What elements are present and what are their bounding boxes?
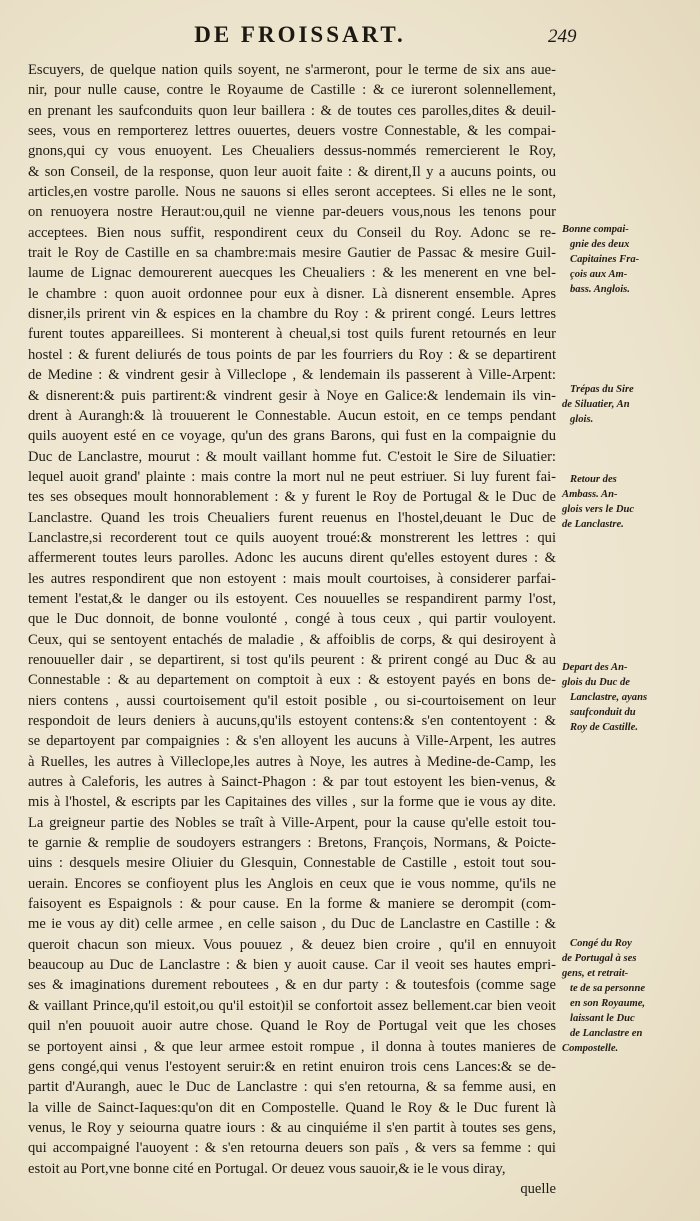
margin-note-retour [562,472,690,532]
text-line: uins : desquels mesire Oliuier du Glesquin, Connestable de Castille , estoit tout sou- [28,855,556,872]
page-number: 249 [548,26,577,47]
margin-note-line: de Siluatier, An [562,399,630,410]
margin-note-line: glois du Duc de [562,677,630,688]
text-line: autres à Caleforis, les autres à Sainct-Phagon : & par tout estoyent les bien-venus, & [28,774,556,791]
text-line: ses & imaginations durement reboutees , & en dur party : & toutesfois (comme sage [28,977,556,994]
text-line: niers contens , aussi courtoisement qu'il estoit posible , ou si-courtoisement on leur [28,692,556,709]
text-line: le chambre : quon auoit ordonnee pour eux à disner. Là disnerent ensemble. Apres [28,285,556,302]
margin-note-line: Depart des An- [562,662,628,673]
text-line: queroit chacun son mieux. Vous pouuez , & deuez bien croire , qu'il en ennuyoit [28,936,556,953]
text-line: hostel : & furent deliurés de tous points de par les fourriers du Roy : & se departirent [28,346,556,363]
margin-note-line: gens, et retrait- [562,968,629,979]
text-line: trait le Roy de Castille en sa chambre:mais mesire Gautier de Passac & mesire Guil- [28,245,556,262]
text-line: renouueller dair , se departirent, si tost qu'ils peurent : & prirent congé au Duc & au [28,651,556,668]
text-line: à Ruelles, les autres à Villeclope,les autres à Noye, les autres à Medine-de-Camp, les [28,753,556,770]
text-line: beaucoup au Duc de Lanclastre : & bien y auoit cause. Car il veoit ses hautes empri- [28,957,556,974]
margin-note-line: çois aux Am- [570,269,628,280]
running-title: DE FROISSART. [194,22,406,47]
margin-note-depart [562,660,690,735]
text-line: sees, vous en remporterez lettres ouuertes, deuers vostre Connestable, & les compai- [28,123,556,140]
margin-note-line: Roy de Castille. [570,722,638,733]
margin-note-trepas [562,382,690,427]
text-line: de Medine : & vindrent gesir à Villeclope , & lendemain ils passerent à Ville-Arpent: [28,367,556,384]
text-line: Ceux, qui se sentoyent entachés de maladie , & affoiblis de corps, & qui desiroyent à [28,631,556,648]
text-line: disner,ils prirent vin & espices en la chambre du Roy : & prirent congé. Leurs lettres [28,306,556,323]
text-line: Lanclastre. Quand les trois Cheualiers furent reuenus en l'hostel,deuant le Duc de [28,509,556,526]
margin-note-line: Congé du Roy [570,938,632,949]
text-line: on renuoyera nostre Heraut:ou,quil ne vienne par-deuers vous,nous les tenons pour [28,204,556,221]
text-line: Escuyers, de quelque nation quils soyent, ne s'armeront, pour le terme de six ans aue- [28,62,556,78]
text-line: respondoit de leurs deniers à aucuns,qu'ils estoyent contens:& s'en contentoyent : & [28,713,556,729]
margin-note-line: bass. Anglois. [570,284,630,295]
text-line: se portoyent ainsi , & que leur armee estoit rompue , il donna à toutes manieres de [28,1038,556,1055]
text-line: quil n'en pouuoit auoir autre chose. Quand le Roy de Portugal veit que les choses [28,1018,556,1035]
text-line: affermerent toutes leurs parolles. Adonc les aucuns dirent qu'elles estoyent dures : & [28,550,556,567]
margin-note-line: te de sa personne [570,983,646,994]
text-line: gens congé,qui venus l'estoyent seruir:& en retint enuiron trois cens Lances:& se de- [28,1058,556,1075]
body-text [28,60,556,1199]
margin-note-bonne-compaignie [562,222,690,297]
text-line: Duc de Lanclastre, mourut : & moult vaillant homme fut. C'estoit le Sire de Siluatier: [28,448,556,465]
text-line: venus, le Roy y seiourna quatre iours : & au cinquiéme il s'en partit à toutes ses gens, [28,1119,556,1136]
margin-note-line: gnie des deux [570,239,630,250]
text-line: en prenant les saufconduits quon leur baillera : & de toutes ces parolles,dites & deuil- [28,102,556,119]
margin-note-line: Lanclastre, ayans [570,692,648,703]
text-line: partit d'Aurangh, auec le Duc de Lanclastre : qui s'en retourna, & sa femme ausi, en [28,1079,556,1096]
catchword: quelle [520,1180,556,1197]
margin-note-line: Trépas du Sire [570,384,634,395]
margin-note-line: Compostelle. [562,1043,619,1054]
margin-note-line: saufconduit du [570,707,636,718]
text-line: laume de Lignac demourerent auecques les Cheualiers : & les menerent en vne bel- [28,265,556,282]
text-line: te garnie & remplie de soudoyers estrangers : Bretons, François, Normans, & Poicte- [28,835,556,852]
text-line: tes ses obseques moult honnorablement : & y furent le Roy de Portugal & le Duc de [28,489,556,506]
margin-note-line: glois vers le Duc [562,504,635,515]
text-line: me ie vous ay dit) celle armee , en celle saison , du Duc de Lanclastre en Castille : & [28,916,556,933]
text-line: mis à l'hostel, & escripts par les Capitaines des villes , sur la forme que ie vous ay dite. [28,794,556,811]
text-line: articles,en vostre parolle. Nous ne sauons si elles seront acceptees. Si elles ne le sont, [28,184,556,201]
text-line: estoit au Port,vne bonne cité en Portugal. Or deuez vous sauoir,& ie le vous diray, [28,1160,506,1177]
text-line: & vaillant Prince,qu'il estoit,ou qu'il estoit)il se confortoit assez bellement.car bien veoit [28,997,556,1014]
text-line: furent toutes appareillees. Si monterent à cheual,si tost quils furent retournés en leur [28,326,556,343]
margin-note-line: glois. [570,414,594,425]
text-line: acceptees. Bien nous suffit, respondirent ceux du Conseil du Roy. Adonc se re- [28,224,556,241]
margin-note-line: de Lanclastre. [562,519,624,530]
text-line: & son Conseil, de la response, quon leur auoit faite : & dirent,Il y a aucuns points, ou [28,163,556,180]
text-line: qui accompaigné l'auoyent : & s'en retourna deuers son païs , & vers sa femme : qui [28,1140,556,1157]
text-line: nir, pour nulle cause, contre le Royaume de Castille : & ce iureront solennellement, [28,82,556,99]
margin-note-line: Capitaines Fra- [570,254,640,265]
text-line: & disnerent:& puis partirent:& vindrent gesir à Noye en Galice:& lendemain ils vin- [28,387,556,404]
text-line: Connestable : & au departement on comptoit à eux : & estoyent payés en bons de- [28,672,556,689]
margin-note-line: en son Royaume, [570,998,646,1009]
text-line: quils auoyent esté en ce voyage, qu'un des grans Barons, qui fust en la compaignie du [28,428,556,445]
margin-note-line: Retour des [570,474,617,485]
margin-note-line: de Lanclastre en [570,1028,643,1039]
text-line: La greigneur partie des Nobles se traît à Ville-Arpent, pour la cause qu'elle estoit tou- [28,814,556,831]
text-line: la ville de Sainct-Iaques:qu'on dit en Compostelle. Quand le Roy & le Duc furent là [28,1099,556,1116]
text-line: lequel auoit grand' plainte : mais contre la mort nul ne peut estriuer. Si luy furent fai- [28,468,556,485]
text-line: que le Duc donnoit, de bonne voulonté , congé à tous ceux , qui partir vouloyent. [28,611,556,628]
text-line: tement l'estat,& le danger ou ils estoyent. Ces nouuelles se respandirent parmy l'ost, [28,590,556,607]
margin-note-conge [562,936,690,1056]
margin-note-line: Bonne compai- [562,224,629,235]
margin-note-line: de Portugal à ses [562,953,637,964]
text-line: faisoyent es Espaignols : & pour cause. En la forme & maniere se derompit (com- [28,896,556,913]
text-line: se departoyent par compaignies : & s'en alloyent les aucuns à Ville-Arpent, les autres [28,733,556,750]
text-line: gnons,qui cy vous enuoyent. Les Cheualiers dessus-nommés remercierent le Roy, [28,143,556,160]
text-line: uerain. Encores se confioyent plus les Anglois en ceux que ie vous nomme, qu'ils ne [28,875,556,892]
text-line: drent à Aurangh:& là trouuerent le Connestable. Aucun estoit, en ce temps pendant [28,407,556,424]
text-line: Lanclastre,si recorderent tout ce quils auoyent troué:& monstrerent les lettres : qui [28,529,556,546]
text-line: les autres respondirent que non estoyent : mais moult courtoises, à considerer parfai- [28,570,556,587]
margin-note-line: Ambass. An- [562,489,618,500]
margin-note-line: laissant le Duc [570,1013,635,1024]
